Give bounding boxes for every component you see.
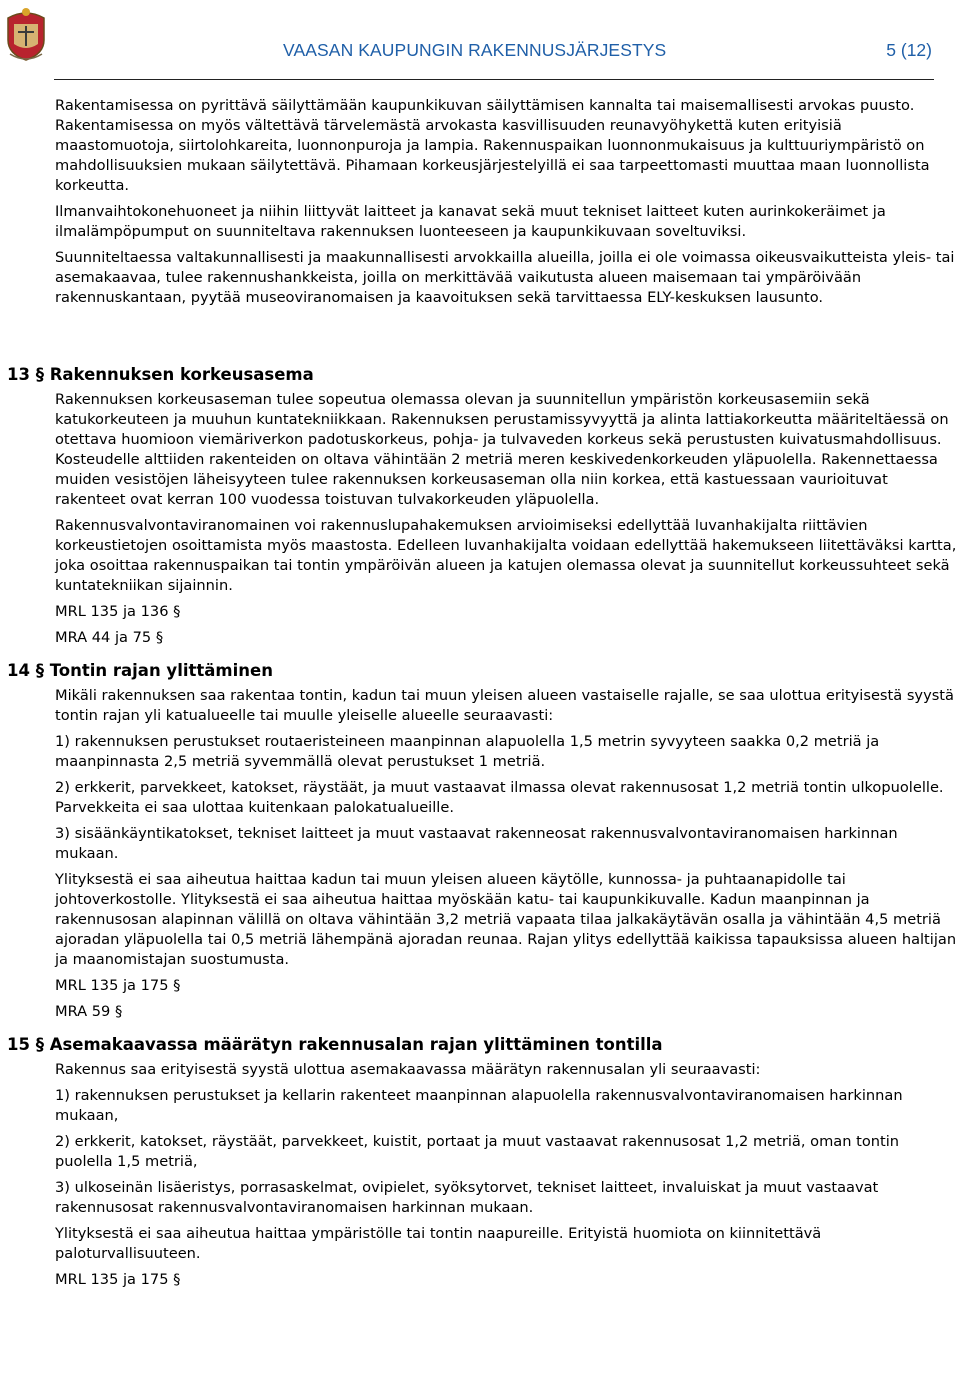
section-14-item-3: 3) sisäänkäyntikatokset, tekniset laitteet ja muut vastaavat rakenneosat rakennusvalvontaviranomaisen harkinnan mukaan. [55, 825, 898, 862]
document-body [7, 96, 957, 1290]
section-15-heading: 15 § Asemakaavassa määrätyn rakennusalan rajan ylittäminen tontilla [7, 1035, 663, 1054]
section-14-paragraph-1: Mikäli rakennuksen saa rakentaa tontin, kadun tai muun yleisen alueen vastaiselle rajalle, se saa ulottua erityisestä syystä tontin rajan yli katualueelle tai muulle yleiselle alueelle seuraavasti: [55, 687, 954, 724]
section-13-paragraph-1: Rakennuksen korkeusaseman tulee sopeutua olemassa olevan ja suunnitellun ympäristön korkeusasemiin sekä katukorkeuteen ja muuhun kuntatekniikkaan. Rakennuksen perustamissyvyyttä ja alinta lattiakorkeutta määriteltäessä on otettava huomioon viemäriverkon padotuskorkeus, pohja- ja tulvaveden korkeus sekä perustusten kuivatusmahdollisuus. Kosteudelle alttiiden rakenteiden on oltava vähintään 2 metriä meren keskivedenkorkeuden yläpuolella. Rakennettaessa muiden vesistöjen läheisyyteen tulee rakennuksen korkeusaseman olla niin korkea, että kastuessaan vaurioituvat rakenteet ovat kerran 100 vuodessa toistuvan tulvakorkeuden yläpuolella. [55, 391, 949, 508]
section-14-reference-1: MRL 135 ja 175 § [55, 977, 181, 994]
coat-of-arms-icon [4, 4, 48, 62]
section-13-heading: 13 § Rakennuksen korkeusasema [7, 365, 314, 384]
section-14-paragraph-2: Ylityksestä ei saa aiheutua haittaa kadun tai muun yleisen alueen käytölle, kunnossa- ja puhtaanapidolle tai johtoverkostolle. Ylityksestä ei saa aiheutua haittaa myöskään katu- tai kaupunkikuvalle. Kadun maanpinnan ja rakennusosan alapinnan välillä on oltava vähintään 3,2 metriä vapaata tilaa jalkakäytävän osalla ja vähintään 4,5 metriä ajoradan yläpuolella tai 0,5 metriä lähempänä ajoradan reunaa. Rajan ylitys edellyttää kaikissa tapauksissa alueen haltijan ja maanomistajan suostumusta. [55, 871, 957, 968]
section-15-reference-1: MRL 135 ja 175 § [55, 1271, 181, 1288]
section-14-reference-2: MRA 59 § [55, 1003, 123, 1020]
section-15-item-3: 3) ulkoseinän lisäeristys, porrasaskelmat, ovipielet, syöksytorvet, tekniset laitteet, invaluiskat ja muut vastaavat rakennusosat rakennusvalvontaviranomaisen harkinnan mukaan. [55, 1179, 879, 1216]
section-14-item-2: 2) erkkerit, parvekkeet, katokset, räystäät, ja muut vastaavat ilmassa olevat rakennusosat 1,2 metriä tontin ulkopuolelle. Parvekkeita ei saa ulottaa kuitenkaan palokatualueille. [55, 779, 944, 816]
header-divider [54, 79, 934, 80]
document-title: VAASAN KAUPUNGIN RAKENNUSJÄRJESTYS [283, 40, 667, 60]
section-14-heading: 14 § Tontin rajan ylittäminen [7, 661, 273, 680]
section-15-item-1: 1) rakennuksen perustukset ja kellarin rakenteet maanpinnan alapuolella rakennusvalvontaviranomaisen harkinnan mukaan, [55, 1087, 903, 1124]
page-header [0, 0, 960, 82]
intro-paragraph-3: Suunniteltaessa valtakunnallisesti ja maakunnallisesti arvokkailla alueilla, joilla ei ole voimassa oikeusvaikutteista yleis- tai asemakaavaa, tulee rakennushankkeista, joilla on merkittävää vaikutusta alueen maisemaan tai ympäröivään rakennuskantaan, pyytää museoviranomaisen ja kaavoituksen sekä tarvittaessa ELY-keskuksen lausunto. [55, 249, 955, 306]
page-number: 5 (12) [886, 40, 932, 60]
section-15-paragraph-1: Rakennus saa erityisestä syystä ulottua asemakaavassa määrätyn rakennusalan yli seuraavasti: [55, 1061, 761, 1078]
intro-paragraph-1: Rakentamisessa on pyrittävä säilyttämään kaupunkikuvan säilyttämisen kannalta tai maisemallisesti arvokas puusto. Rakentamisessa on myös vältettävä tärvelemästä arvokasta kasvillisuuden reunavyöhykettä kuten erityisiä maastomuotoja, siirtolohkareita, luonnonpuroja ja lampia. Rakennuspaikan luonnonmukaisuus ja kulttuuriympäristö on mahdollisuuksien mukaan säilytettävä. Pihamaan korkeusjärjestelyillä ei saa tarpeettomasti muuttaa maan luonnollista korkeutta. [55, 97, 930, 194]
section-14-item-1: 1) rakennuksen perustukset routaeristeineen maanpinnan alapuolella 1,5 metrin syvyyteen saakka 0,2 metriä ja maanpinnasta 2,5 metriä syvemmällä olevat perustukset 1 metriä. [55, 733, 880, 770]
section-13-reference-2: MRA 44 ja 75 § [55, 629, 164, 646]
section-13-paragraph-2: Rakennusvalvontaviranomainen voi rakennuslupahakemuksen arvioimiseksi edellyttää luvanhakijalta riittävien korkeustietojen osoittamista myös maastosta. Edelleen luvanhakijalta voidaan edellyttää hakemukseen liitettäväksi kartta, joka osoittaa rakennuspaikan tai tontin ympäröivän alueen ja katujen olemassa olevat ja suunnitellut korkeussuhteet sekä kuntatekniikan sijainnin. [55, 517, 957, 594]
section-13-reference-1: MRL 135 ja 136 § [55, 603, 181, 620]
section-15-paragraph-2: Ylityksestä ei saa aiheutua haittaa ympäristölle tai tontin naapureille. Erityistä huomiota on kiinnitettävä paloturvallisuuteen. [55, 1225, 822, 1262]
section-15-item-2: 2) erkkerit, katokset, räystäät, parvekkeet, kuistit, portaat ja muut vastaavat rakennusosat 1,2 metriä, oman tontin puolella 1,5 metriä, [55, 1133, 900, 1170]
intro-paragraph-2: Ilmanvaihtokonehuoneet ja niihin liittyvät laitteet ja kanavat sekä muut tekniset laitteet kuten aurinkokeräimet ja ilmalämpöpumput on suunniteltava rakennuksen luonteeseen ja kaupunkikuvaan soveltuviksi. [55, 203, 886, 240]
